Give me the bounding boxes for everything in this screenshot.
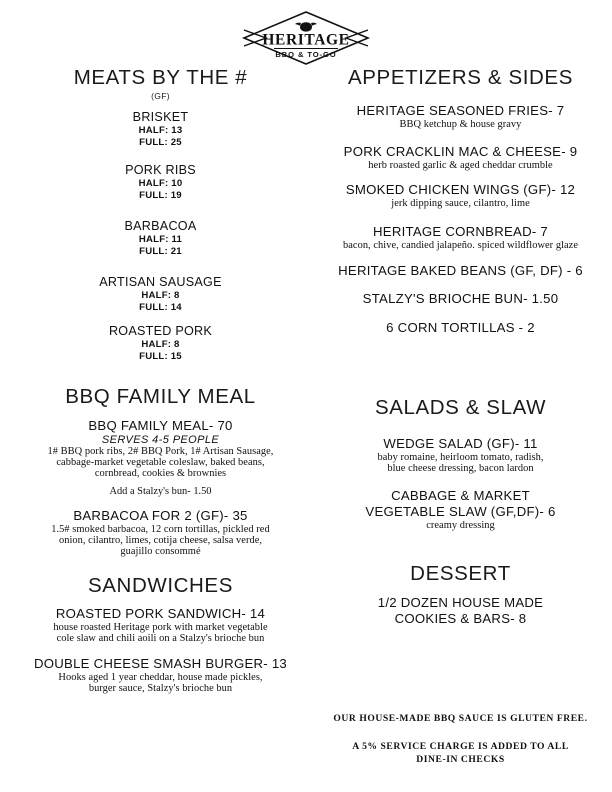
svg-text:HERITAGE: HERITAGE [262, 31, 350, 49]
menu-item-house-made-cookies-and-bars[interactable] [309, 595, 612, 627]
item-half-price: HALF: 8 [141, 290, 180, 302]
item-desc-line-2: onion, cilantro, limes, cotija cheese, salsa verde, [58, 535, 263, 547]
menu-item-roasted-pork-sandwich[interactable] [8, 606, 313, 644]
item-name: BARBACOA FOR 2 (GF)- 35 [73, 508, 248, 523]
menu-item-pork-cracklin-mac-and-cheese[interactable] [309, 144, 612, 171]
section-title-appetizers: APPETIZERS & SIDES [348, 66, 573, 89]
item-name: ROASTED PORK SANDWICH- 14 [55, 606, 266, 621]
footer-note-line-2: A 5% SERVICE CHARGE IS ADDED TO ALL [352, 741, 569, 752]
section-title-dessert: DESSERT [410, 562, 511, 585]
item-desc-line-2: cole slaw and chili aoili on a Stalzy's brioche bun [56, 633, 265, 645]
svg-text:BBQ & TO-GO: BBQ & TO-GO [275, 50, 337, 59]
item-desc: creamy dressing [426, 519, 495, 531]
footer-note-line-3: DINE-IN CHECKS [416, 753, 505, 765]
menu-item-6-corn-tortillas[interactable] [309, 320, 612, 336]
item-full-price: FULL: 19 [139, 190, 182, 202]
footer-gluten-free-note [309, 713, 612, 726]
menu-item-brisket[interactable] [8, 110, 313, 150]
section-sandwiches [8, 574, 313, 598]
item-name: BARBACOA [124, 219, 197, 233]
item-name: ROASTED PORK [108, 324, 213, 338]
item-desc-line-1: 1.5# smoked barbacoa, 12 corn tortillas, pickled red [51, 523, 270, 535]
item-desc-line-1: baby romaine, heirloom tomato, radish, [377, 451, 544, 463]
item-name: HERITAGE SEASONED FRIES- 7 [356, 103, 565, 118]
item-full-price: FULL: 25 [139, 137, 182, 149]
item-desc-line-3: cornbread, cookies & brownies [94, 468, 227, 480]
footer-note-line-1: OUR HOUSE-MADE BBQ SAUCE IS GLUTEN FREE. [333, 713, 588, 724]
item-desc-line-2: burger sauce, Stalzy's brioche bun [88, 683, 233, 695]
menu-item-bbq-family-meal[interactable] [8, 418, 313, 480]
item-name: HERITAGE BAKED BEANS (GF, DF) - 6 [338, 263, 583, 278]
item-name: DOUBLE CHEESE SMASH BURGER- 13 [34, 656, 287, 671]
menu-item-cabbage-and-market-vegetable-slaw[interactable] [309, 488, 612, 531]
item-serves-note: SERVES 4-5 PEOPLE [101, 433, 220, 446]
section-salads-and-slaw [309, 396, 612, 420]
item-name: BBQ FAMILY MEAL- 70 [88, 418, 233, 433]
menu-item-pork-ribs[interactable] [8, 163, 313, 203]
item-name: WEDGE SALAD (GF)- 11 [383, 436, 538, 451]
section-meats-by-the-pound [8, 66, 313, 101]
item-name-line-1: 1/2 DOZEN HOUSE MADE [377, 595, 544, 610]
footer-service-charge-note [309, 741, 612, 767]
item-name: HERITAGE CORNBREAD- 7 [373, 224, 548, 239]
section-appetizers-and-sides [309, 66, 612, 90]
item-full-price: FULL: 15 [139, 351, 182, 363]
item-half-price: HALF: 13 [138, 125, 183, 137]
item-name: ARTISAN SAUSAGE [99, 275, 222, 289]
section-title-meats: MEATS BY THE # [73, 66, 248, 89]
logo-mark [240, 10, 372, 66]
menu-item-stalzys-brioche-bun[interactable] [309, 291, 612, 307]
menu-item-double-cheese-smash-burger[interactable] [8, 656, 313, 694]
item-desc: BBQ ketchup & house gravy [399, 118, 522, 130]
item-name: PORK RIBS [125, 163, 196, 177]
menu-item-barbacoa-for-2[interactable] [8, 508, 313, 558]
longhorn-head-icon [295, 22, 317, 31]
item-half-price: HALF: 10 [138, 178, 183, 190]
addon-label: Add a Stalzy's bun- 1.50 [109, 486, 212, 497]
menu-item-barbacoa[interactable] [8, 219, 313, 259]
item-name-line-2: COOKIES & BARS- 8 [394, 610, 527, 626]
item-full-price: FULL: 14 [139, 302, 182, 314]
item-name-line-1: CABBAGE & MARKET [391, 488, 530, 503]
addon-stalzys-bun[interactable] [8, 486, 313, 497]
menu-item-roasted-pork[interactable] [8, 324, 313, 364]
item-desc-line-1: Hooks aged 1 year cheddar, house made pickles, [58, 671, 263, 683]
item-half-price: HALF: 11 [138, 234, 183, 246]
item-desc-line-3: guajillo consommé [120, 546, 201, 558]
section-title-sandwiches: SANDWICHES [88, 574, 233, 597]
item-name: BRISKET [132, 110, 189, 124]
item-desc-line-1: 1# BBQ pork ribs, 2# BBQ Pork, 1# Artisan Sausage, [47, 445, 274, 457]
menu-item-heritage-cornbread[interactable] [309, 224, 612, 251]
section-title-family-meal: BBQ FAMILY MEAL [65, 385, 256, 408]
item-half-price: HALF: 8 [141, 339, 180, 351]
section-title-salads: SALADS & SLAW [374, 396, 547, 419]
item-desc-line-2: cabbage-market vegetable coleslaw, baked beans, [56, 457, 265, 469]
item-desc: bacon, chive, candied jalapeño. spiced wildflower glaze [343, 239, 578, 251]
brand-logo [0, 10, 612, 66]
item-name: SMOKED CHICKEN WINGS (GF)- 12 [345, 182, 576, 197]
item-desc-line-1: house roasted Heritage pork with market vegetable [53, 621, 268, 633]
item-full-price: FULL: 21 [139, 246, 182, 258]
item-name-line-2: VEGETABLE SLAW (GF,DF)- 6 [365, 503, 556, 519]
item-name: 6 CORN TORTILLAS - 2 [386, 320, 535, 335]
item-desc: herb roasted garlic & aged cheddar crumble [368, 159, 553, 171]
menu-item-heritage-baked-beans[interactable] [309, 263, 612, 279]
menu-item-smoked-chicken-wings[interactable] [309, 182, 612, 209]
menu-item-wedge-salad[interactable] [309, 436, 612, 474]
item-desc: jerk dipping sauce, cilantro, lime [391, 197, 530, 209]
item-name: STALZY'S BRIOCHE BUN- 1.50 [362, 291, 559, 306]
section-dessert [309, 562, 612, 586]
menu-item-artisan-sausage[interactable] [8, 275, 313, 315]
item-name: PORK CRACKLIN MAC & CHEESE- 9 [343, 144, 578, 159]
section-subtitle-meats-gf: (GF) [151, 91, 170, 101]
menu-item-heritage-seasoned-fries[interactable] [309, 103, 612, 130]
item-desc-line-2: blue cheese dressing, bacon lardon [387, 463, 534, 475]
section-bbq-family-meal [8, 385, 313, 409]
